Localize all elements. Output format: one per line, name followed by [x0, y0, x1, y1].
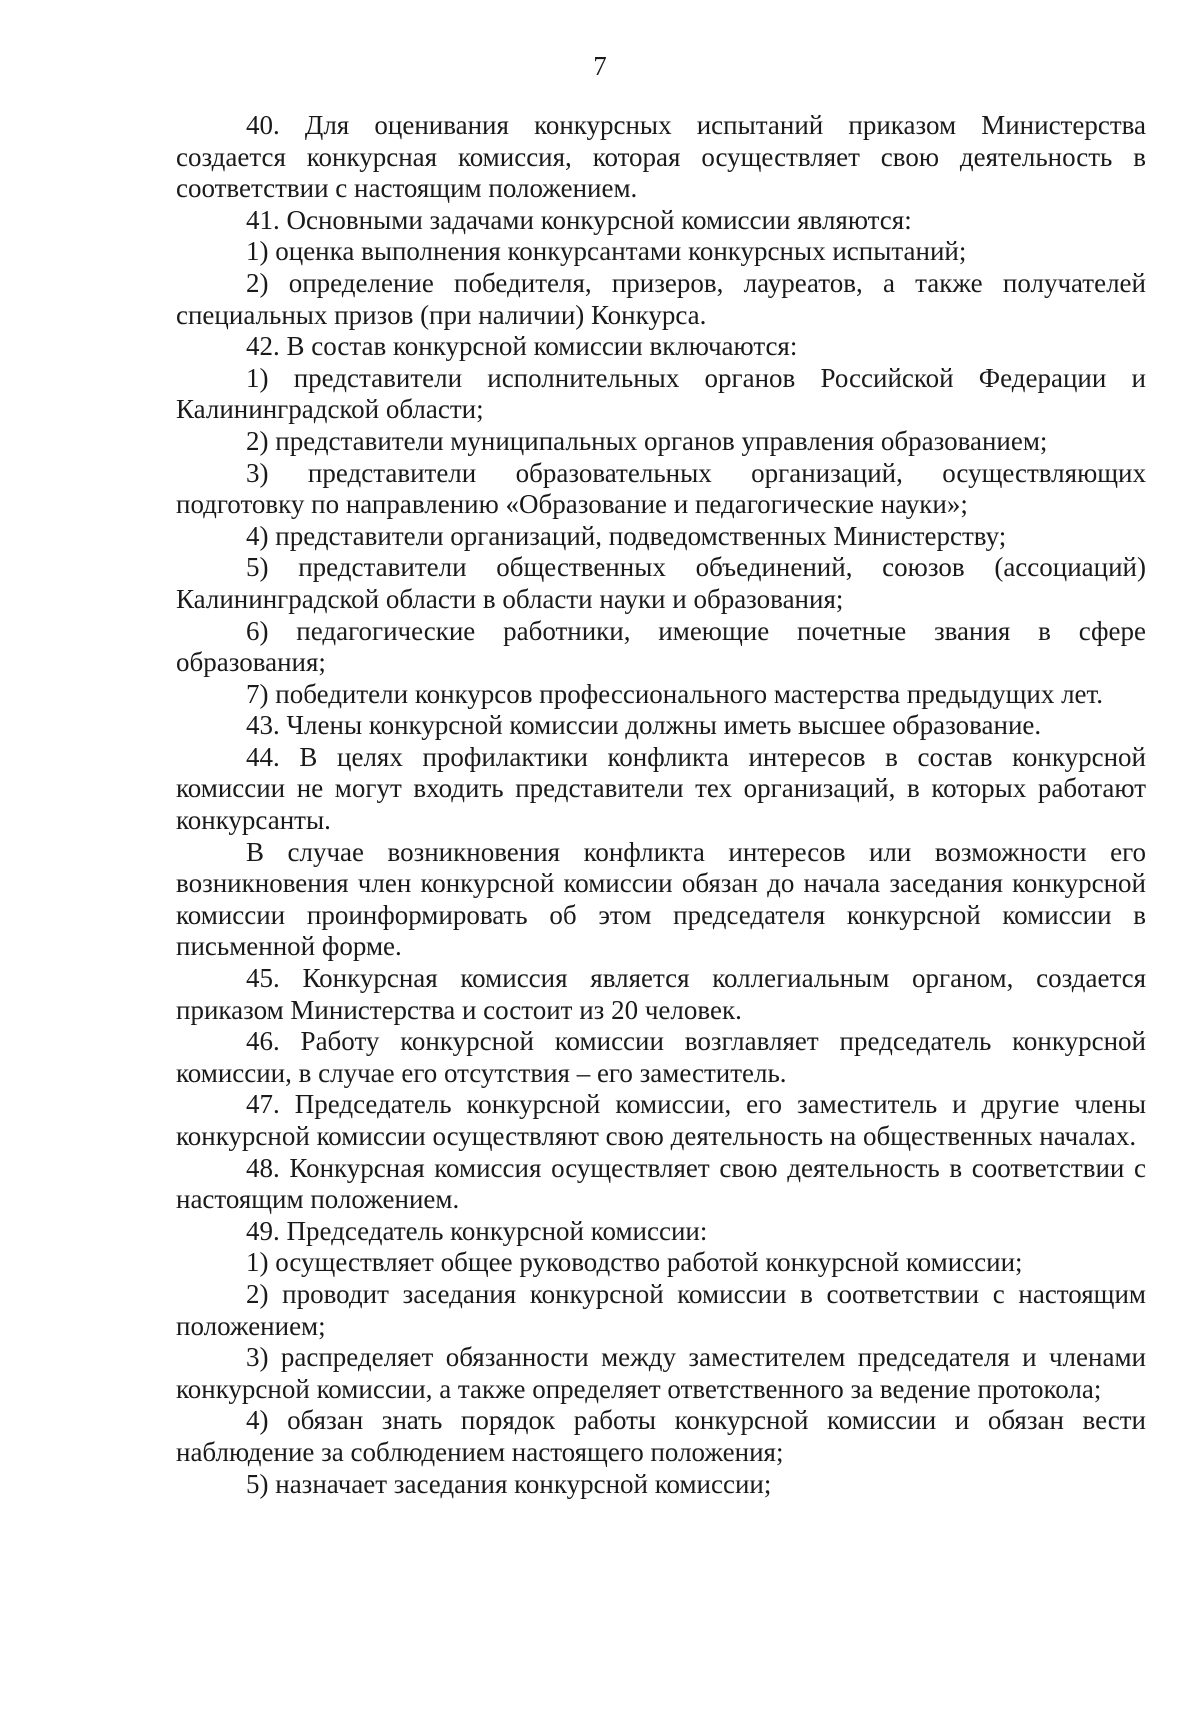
list-item-42-4: 4) представители организаций, подведомственных Министерству;: [246, 520, 1007, 551]
paragraph-48: 48. Конкурсная комиссия осуществляет свою деятельность в соответствии с настоящим положением.: [176, 1152, 1146, 1215]
list-item-49-1: 1) осуществляет общее руководство работой конкурсной комиссии;: [246, 1247, 1023, 1278]
list-item-41-2: 2) определение победителя, призеров, лауреатов, а также получателей специальных призов (при наличии) Конкурса.: [176, 267, 1146, 330]
list-item-42-1: 1) представители исполнительных органов Российской Федерации и Калининградской области;: [176, 362, 1146, 425]
paragraph-44-conflict: В случае возникновения конфликта интересов или возможности его возникновения член конкурсной комиссии обязан до начала заседания конкурсной комиссии проинформировать об этом председателя конкурсной комиссии в письменной форме.: [176, 836, 1146, 962]
list-item-49-5: 5) назначает заседания конкурсной комиссии;: [246, 1468, 772, 1499]
list-item-42-7: 7) победители конкурсов профессионального мастерства предыдущих лет.: [246, 678, 1104, 709]
paragraph-40: 40. Для оценивания конкурсных испытаний приказом Министерства создается конкурсная комиссия, которая осуществляет свою деятельность в соответствии с настоящим положением.: [176, 110, 1146, 204]
list-item-42-3: 3) представители образовательных организаций, осуществляющих подготовку по направлению «Образование и педагогические науки»;: [176, 457, 1146, 520]
paragraph-43: 43. Члены конкурсной комиссии должны иметь высшее образование.: [246, 710, 1042, 741]
paragraph-46: 46. Работу конкурсной комиссии возглавляет председатель конкурсной комиссии, в случае его отсутствия – его заместитель.: [176, 1026, 1146, 1088]
list-item-42-5: 5) представители общественных объединений, союзов (ассоциаций) Калининградской области в области науки и образования;: [176, 552, 1146, 614]
paragraph-42: 42. В состав конкурсной комиссии включаются:: [246, 331, 798, 362]
paragraph-47: 47. Председатель конкурсной комиссии, его заместитель и другие члены конкурсной комиссии осуществляют свою деятельность на общественных началах.: [176, 1089, 1146, 1151]
list-item-49-4: 4) обязан знать порядок работы конкурсной комиссии и обязан вести наблюдение за соблюдением настоящего положения;: [176, 1405, 1146, 1467]
list-item-41-1: 1) оценка выполнения конкурсантами конкурсных испытаний;: [246, 236, 967, 267]
paragraph-49: 49. Председатель конкурсной комиссии:: [246, 1215, 708, 1246]
paragraph-41: 41. Основными задачами конкурсной комиссии являются:: [246, 204, 912, 235]
list-item-42-6: 6) педагогические работники, имеющие почетные звания в сфере образования;: [176, 615, 1146, 678]
list-item-49-3: 3) распределяет обязанности между заместителем председателя и членами конкурсной комиссии, а также определяет ответственного за ведение протокола;: [176, 1342, 1146, 1404]
paragraph-44: 44. В целях профилактики конфликта интересов в состав конкурсной комиссии не могут входить представители тех организаций, в которых работают конкурсанты.: [176, 741, 1146, 836]
list-item-42-2: 2) представители муниципальных органов управления образованием;: [246, 425, 1048, 456]
paragraph-45: 45. Конкурсная комиссия является коллегиальным органом, создается приказом Министерства и состоит из 20 человек.: [176, 963, 1146, 1025]
list-item-49-2: 2) проводит заседания конкурсной комиссии в соответствии с настоящим положением;: [176, 1278, 1146, 1341]
document-body: [176, 110, 1146, 1500]
page-number: 7: [593, 51, 607, 81]
